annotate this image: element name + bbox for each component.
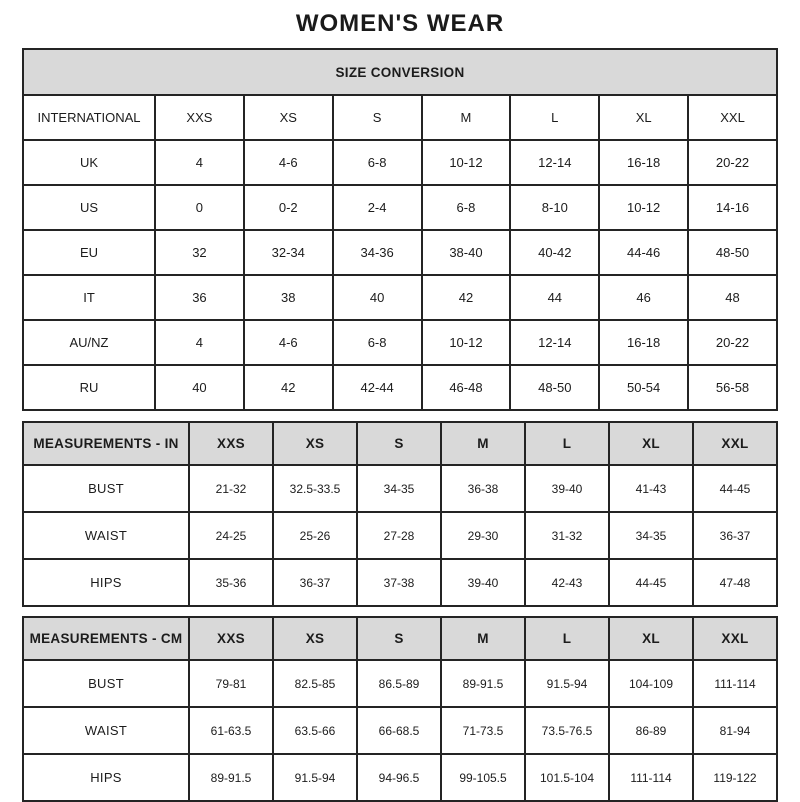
size-header: XXS: [189, 617, 273, 660]
cell-value: XS: [244, 95, 333, 140]
size-header: XXS: [189, 422, 273, 465]
table-row: [23, 559, 777, 606]
page-title: WOMEN'S WEAR: [295, 10, 505, 37]
size-header: XS: [273, 617, 357, 660]
row-label: AU/NZ: [23, 320, 155, 365]
cell-value: 12-14: [510, 140, 599, 185]
cell-value: 4: [155, 320, 244, 365]
row-label: EU: [23, 230, 155, 275]
cell-value: 0: [155, 185, 244, 230]
row-label: HIPS: [23, 754, 189, 801]
row-label: HIPS: [23, 559, 189, 606]
cell-value: 86.5-89: [357, 660, 441, 707]
cell-value: 81-94: [693, 707, 777, 754]
row-label: INTERNATIONAL: [23, 95, 155, 140]
cell-value: 38-40: [422, 230, 511, 275]
cell-value: S: [333, 95, 422, 140]
size-header: M: [441, 422, 525, 465]
cell-value: M: [422, 95, 511, 140]
size-header: XXL: [693, 422, 777, 465]
cell-value: 32-34: [244, 230, 333, 275]
cell-value: 48-50: [688, 230, 777, 275]
cell-value: 44-45: [693, 465, 777, 512]
cell-value: 6-8: [333, 320, 422, 365]
row-label: RU: [23, 365, 155, 410]
cell-value: 91.5-94: [525, 660, 609, 707]
table-row: [23, 754, 777, 801]
table-row: [23, 185, 777, 230]
cell-value: 56-58: [688, 365, 777, 410]
cell-value: 42: [244, 365, 333, 410]
cell-value: 50-54: [599, 365, 688, 410]
table-row: [23, 230, 777, 275]
row-label: UK: [23, 140, 155, 185]
measurements-cm-title: MEASUREMENTS - CM: [23, 617, 189, 660]
cell-value: 94-96.5: [357, 754, 441, 801]
cell-value: 73.5-76.5: [525, 707, 609, 754]
measurements-in-body: [23, 465, 777, 606]
cell-value: 36-37: [693, 512, 777, 559]
cell-value: 89-91.5: [189, 754, 273, 801]
measurements-cm-body: [23, 660, 777, 801]
cell-value: 38: [244, 275, 333, 320]
table-row: [23, 512, 777, 559]
table-row: [23, 140, 777, 185]
cell-value: 41-43: [609, 465, 693, 512]
cell-value: 4: [155, 140, 244, 185]
table-row: [23, 95, 777, 140]
size-header: S: [357, 422, 441, 465]
cell-value: 47-48: [693, 559, 777, 606]
cell-value: 79-81: [189, 660, 273, 707]
row-label: BUST: [23, 660, 189, 707]
cell-value: 91.5-94: [273, 754, 357, 801]
cell-value: 111-114: [693, 660, 777, 707]
cell-value: 89-91.5: [441, 660, 525, 707]
measurements-in-table: [22, 421, 778, 607]
cell-value: 34-36: [333, 230, 422, 275]
table-row: [23, 707, 777, 754]
size-header: XXL: [693, 617, 777, 660]
table-row: [23, 365, 777, 410]
cell-value: 36-37: [273, 559, 357, 606]
size-header: XL: [609, 422, 693, 465]
cell-value: 12-14: [510, 320, 599, 365]
cell-value: 39-40: [525, 465, 609, 512]
cell-value: 35-36: [189, 559, 273, 606]
cell-value: 44: [510, 275, 599, 320]
cell-value: 99-105.5: [441, 754, 525, 801]
cell-value: 101.5-104: [525, 754, 609, 801]
row-label: WAIST: [23, 512, 189, 559]
cell-value: 4-6: [244, 140, 333, 185]
table-row: [23, 320, 777, 365]
cell-value: 36: [155, 275, 244, 320]
cell-value: 0-2: [244, 185, 333, 230]
cell-value: L: [510, 95, 599, 140]
table-row: [23, 465, 777, 512]
cell-value: 34-35: [357, 465, 441, 512]
cell-value: 111-114: [609, 754, 693, 801]
cell-value: 14-16: [688, 185, 777, 230]
cell-value: XXL: [688, 95, 777, 140]
size-conversion-title: SIZE CONVERSION: [23, 49, 777, 95]
cell-value: 119-122: [693, 754, 777, 801]
cell-value: 40-42: [510, 230, 599, 275]
row-label: BUST: [23, 465, 189, 512]
size-header: XL: [609, 617, 693, 660]
cell-value: 61-63.5: [189, 707, 273, 754]
cell-value: 21-32: [189, 465, 273, 512]
row-label: US: [23, 185, 155, 230]
row-label: IT: [23, 275, 155, 320]
cell-value: 63.5-66: [273, 707, 357, 754]
cell-value: 42: [422, 275, 511, 320]
measurements-cm-table: [22, 616, 778, 802]
cell-value: 104-109: [609, 660, 693, 707]
cell-value: 46-48: [422, 365, 511, 410]
cell-value: 71-73.5: [441, 707, 525, 754]
size-header: L: [525, 422, 609, 465]
cell-value: 39-40: [441, 559, 525, 606]
cell-value: 25-26: [273, 512, 357, 559]
cell-value: 10-12: [422, 320, 511, 365]
cell-value: 46: [599, 275, 688, 320]
cell-value: 8-10: [510, 185, 599, 230]
size-header: L: [525, 617, 609, 660]
size-conversion-header-row: [23, 49, 777, 95]
cell-value: 2-4: [333, 185, 422, 230]
cell-value: 48-50: [510, 365, 599, 410]
cell-value: 40: [155, 365, 244, 410]
measurements-cm-header-row: [23, 617, 777, 660]
cell-value: 86-89: [609, 707, 693, 754]
size-header: M: [441, 617, 525, 660]
measurements-in-title: MEASUREMENTS - IN: [23, 422, 189, 465]
cell-value: 6-8: [333, 140, 422, 185]
cell-value: 31-32: [525, 512, 609, 559]
cell-value: 40: [333, 275, 422, 320]
cell-value: 66-68.5: [357, 707, 441, 754]
cell-value: 29-30: [441, 512, 525, 559]
measurements-in-header-row: [23, 422, 777, 465]
cell-value: 10-12: [422, 140, 511, 185]
cell-value: 34-35: [609, 512, 693, 559]
cell-value: 44-45: [609, 559, 693, 606]
cell-value: 24-25: [189, 512, 273, 559]
size-header: S: [357, 617, 441, 660]
cell-value: 42-43: [525, 559, 609, 606]
cell-value: 32.5-33.5: [273, 465, 357, 512]
cell-value: XL: [599, 95, 688, 140]
cell-value: 36-38: [441, 465, 525, 512]
cell-value: 37-38: [357, 559, 441, 606]
size-conversion-body: [23, 95, 777, 410]
cell-value: 16-18: [599, 140, 688, 185]
cell-value: 48: [688, 275, 777, 320]
cell-value: 10-12: [599, 185, 688, 230]
row-label: WAIST: [23, 707, 189, 754]
cell-value: 42-44: [333, 365, 422, 410]
cell-value: 32: [155, 230, 244, 275]
cell-value: 16-18: [599, 320, 688, 365]
size-conversion-table: [22, 48, 778, 411]
cell-value: 6-8: [422, 185, 511, 230]
table-row: [23, 275, 777, 320]
cell-value: 20-22: [688, 320, 777, 365]
cell-value: XXS: [155, 95, 244, 140]
size-header: XS: [273, 422, 357, 465]
cell-value: 4-6: [244, 320, 333, 365]
cell-value: 82.5-85: [273, 660, 357, 707]
cell-value: 44-46: [599, 230, 688, 275]
cell-value: 20-22: [688, 140, 777, 185]
cell-value: 27-28: [357, 512, 441, 559]
table-row: [23, 660, 777, 707]
